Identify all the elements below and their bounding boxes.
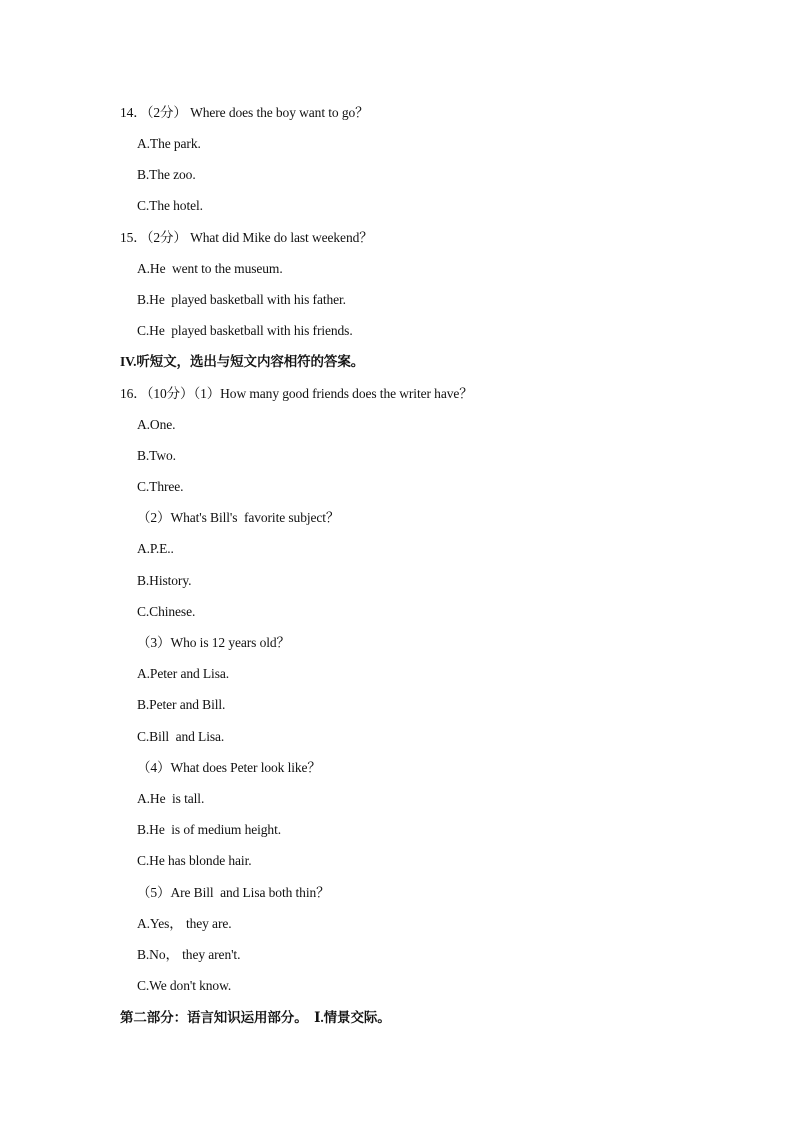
question-15-option-b: B.He played basketball with his father.	[137, 292, 346, 307]
question-14-stem: 14．（2分） Where does the boy want to go？	[120, 105, 369, 120]
question-16-3-option-b: B.Peter and Bill.	[137, 697, 226, 712]
question-16-4-option-a: A.He is tall.	[137, 791, 205, 806]
question-16-5-option-b: B.No， they aren't.	[137, 947, 241, 962]
question-16-5-text: （5）Are Bill and Lisa both thin？	[137, 885, 330, 900]
question-16-3-option-c: C.Bill and Lisa.	[137, 729, 225, 744]
question-16-2-text: （2）What's Bill's favorite subject？	[137, 510, 340, 525]
question-15-stem: 15．（2分） What did Mike do last weekend？	[120, 230, 373, 245]
question-16-2-option-c: C.Chinese.	[137, 604, 196, 619]
question-14-option-c: C.The hotel.	[137, 198, 203, 213]
question-16-5-option-c: C.We don't know.	[137, 978, 232, 993]
question-16-1-option-c: C.Three.	[137, 479, 184, 494]
question-16-2-option-b: B.History.	[137, 573, 192, 588]
question-15-option-a: A.He went to the museum.	[137, 261, 283, 276]
question-16-1-option-b: B.Two.	[137, 448, 176, 463]
question-16-5-option-a: A.Yes， they are.	[137, 916, 232, 931]
section-4-heading: IV.听短文，选出与短文内容相符的答案。	[120, 354, 365, 369]
question-16-2-option-a: A.P.E..	[137, 541, 174, 556]
question-16-3-text: （3）Who is 12 years old？	[137, 635, 290, 650]
question-16-1-option-a: A.One.	[137, 417, 176, 432]
question-16-4-text: （4）What does Peter look like？	[137, 760, 321, 775]
question-16-stem: 16．（10分）（1）How many good friends does the writer have？	[120, 386, 473, 401]
part-2-heading: 第二部分：语言知识运用部分。 Ⅰ.情景交际。	[120, 1010, 391, 1025]
question-16-4-option-b: B.He is of medium height.	[137, 822, 282, 837]
question-16-3-option-a: A.Peter and Lisa.	[137, 666, 230, 681]
question-16-4-option-c: C.He has blonde hair.	[137, 853, 252, 868]
question-14-option-b: B.The zoo.	[137, 167, 196, 182]
question-14-option-a: A.The park.	[137, 136, 201, 151]
question-15-option-c: C.He played basketball with his friends.	[137, 323, 353, 338]
